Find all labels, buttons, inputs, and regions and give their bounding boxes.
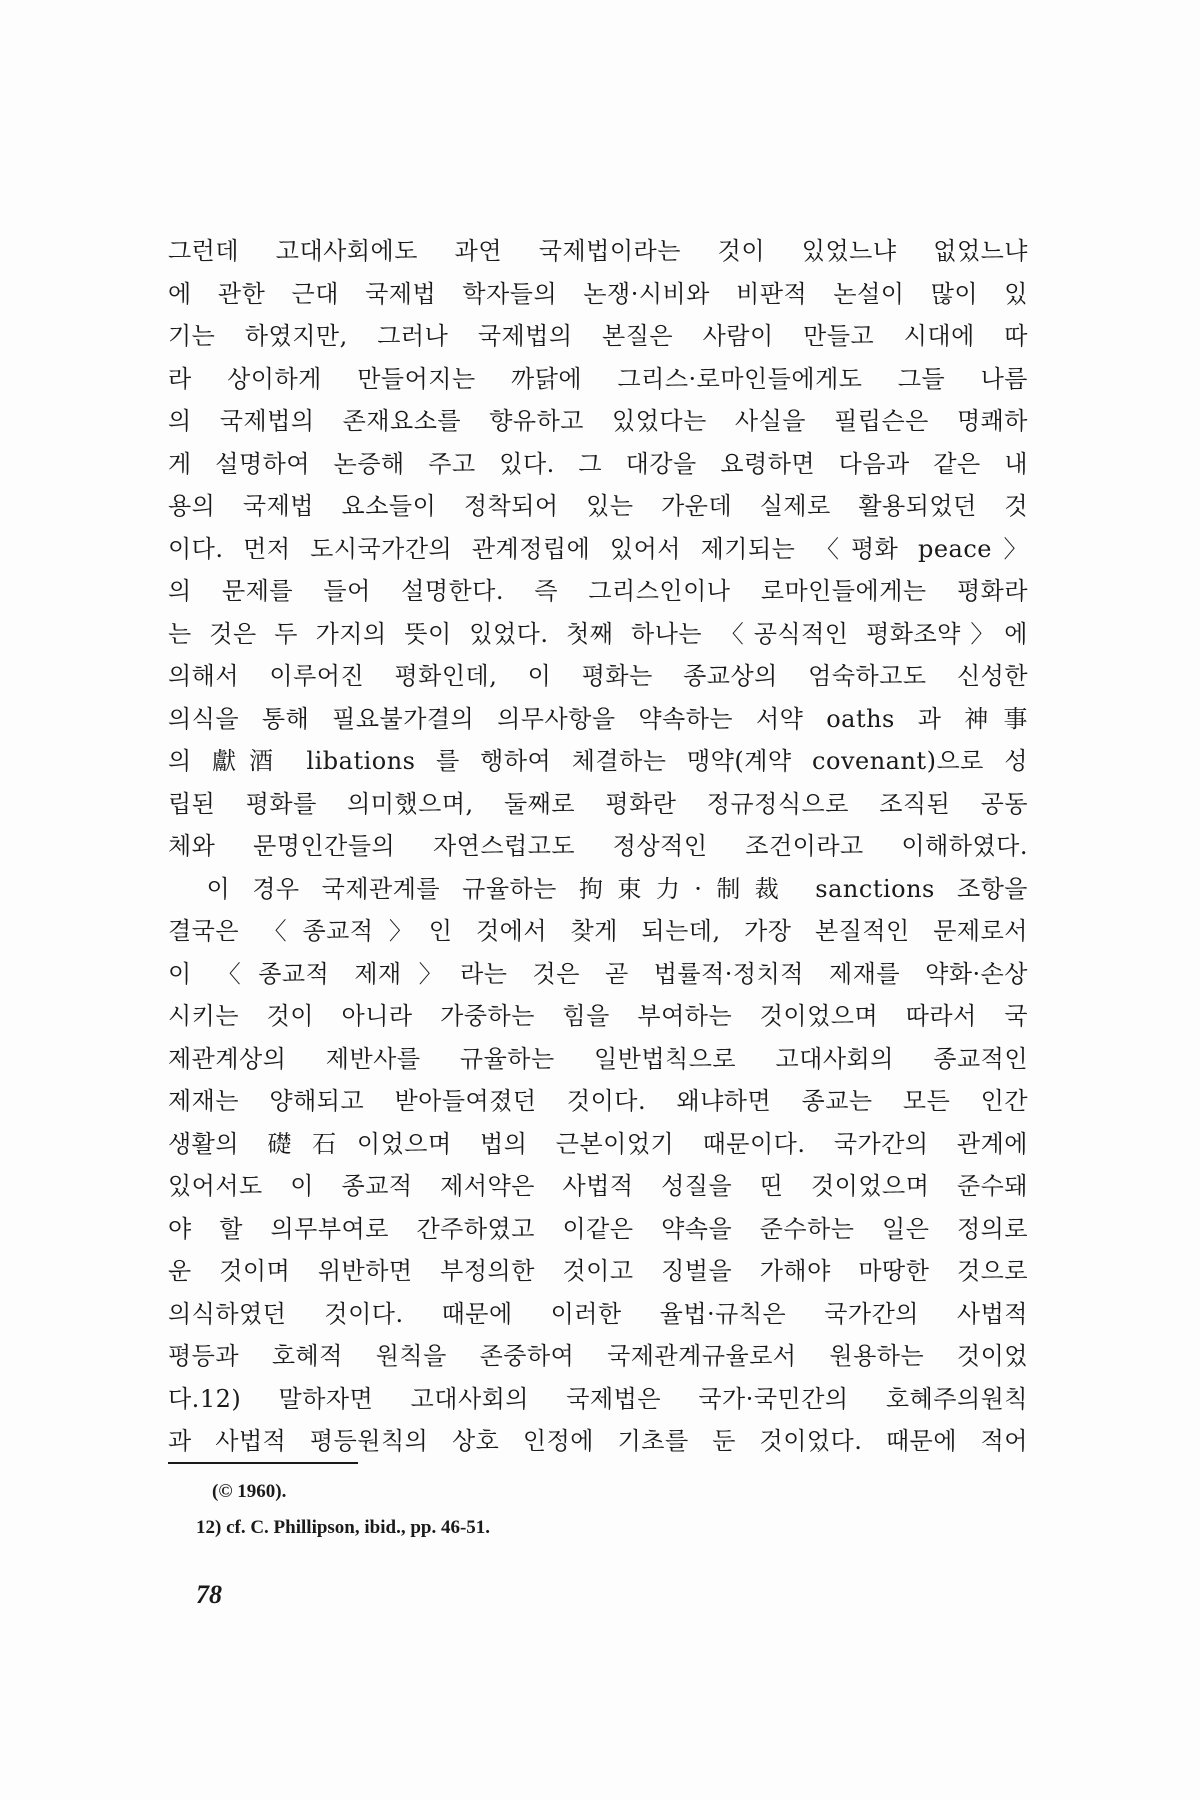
body-line: 과 사법적 평등원칙의 상호 인정에 기초를 둔 것이었다. 때문에 적어 [168,1427,1028,1455]
body-line: 의 문제를 들어 설명한다. 즉 그리스인이나 로마인들에게는 평화라 [168,577,1028,605]
body-line: 제재는 양해되고 받아들여졌던 것이다. 왜냐하면 종교는 모든 인간 [168,1087,1028,1115]
body-line: 라 상이하게 만들어지는 까닭에 그리스·로마인들에게도 그들 나름 [168,364,1028,393]
body-line: 야 할 의무부여로 간주하였고 이같은 약속을 준수하는 일은 정의로 [168,1214,1028,1243]
body-line: 제관계상의 제반사를 규율하는 일반법칙으로 고대사회의 종교적인 [168,1044,1028,1073]
page-number: 78 [196,1580,222,1609]
body-line: 에 관한 근대 국제법 학자들의 논쟁·시비와 비판적 논설이 많이 있 [168,279,1028,308]
body-text [168,230,1028,1463]
body-line: 그런데 고대사회에도 과연 국제법이라는 것이 있었느냐 없었느냐 [168,237,1028,265]
body-line: 게 설명하여 논증해 주고 있다. 그 대강을 요령하면 다음과 같은 내 [168,449,1028,478]
body-line: 체와 문명인간들의 자연스럽고도 정상적인 조건이라고 이해하였다. [168,832,1028,860]
body-line: 평등과 호혜적 원칙을 존중하여 국제관계규율로서 원용하는 것이었 [168,1342,1028,1370]
body-line: 의식하였던 것이다. 때문에 이러한 율법·규칙은 국가간의 사법적 [168,1299,1028,1328]
footnote-12: 12) cf. C. Phillipson, ibid., pp. 46-51. [196,1517,491,1538]
body-line: 의 국제법의 존재요소를 향유하고 있었다는 사실을 필립슨은 명쾌하 [168,407,1028,435]
body-line: 의식을 통해 필요불가결의 의무사항을 약속하는 서약 oaths 과 神事 [168,704,1028,733]
body-line: 립된 평화를 의미했으며, 둘째로 평화란 정규정식으로 조직된 공동 [168,789,1028,818]
footnote-divider [168,1462,358,1464]
body-line: 이다. 먼저 도시국가간의 관계정립에 있어서 제기되는 〈평화 peace〉 [168,534,1028,563]
footnote-copyright: (© 1960). [212,1481,287,1502]
body-line: 이 경우 국제관계를 규율하는 拘束力·制裁 sanctions 조항을 [168,874,1028,903]
body-line: 이 〈종교적 제재〉라는 것은 곧 법률적·정치적 제재를 약화·손상 [168,959,1028,988]
body-line: 다.12) 말하자면 고대사회의 국제법은 국가·국민간의 호혜주의원칙 [168,1384,1028,1413]
footnotes [196,1474,896,1546]
body-line: 있어서도 이 종교적 제서약은 사법적 성질을 띤 것이었으며 준수돼 [168,1172,1028,1200]
body-line: 의 獻酒 libations 를 행하여 체결하는 맹약(계약 covenant)으로 성 [168,747,1028,775]
body-line: 생활의 礎石이었으며 법의 근본이었기 때문이다. 국가간의 관계에 [168,1129,1028,1158]
body-line: 결국은 〈종교적〉인 것에서 찾게 되는데, 가장 본질적인 문제로서 [168,917,1028,945]
body-line: 시키는 것이 아니라 가중하는 힘을 부여하는 것이었으며 따라서 국 [168,1002,1028,1030]
body-line: 의해서 이루어진 평화인데, 이 평화는 종교상의 엄숙하고도 신성한 [168,662,1028,690]
body-line: 는 것은 두 가지의 뜻이 있었다. 첫째 하나는 〈공식적인 평화조약〉에 [168,619,1028,648]
body-line: 기는 하였지만, 그러나 국제법의 본질은 사람이 만들고 시대에 따 [168,322,1028,350]
body-line: 운 것이며 위반하면 부정의한 것이고 징벌을 가해야 마땅한 것으로 [168,1257,1028,1285]
body-line: 용의 국제법 요소들이 정착되어 있는 가운데 실제로 활용되었던 것 [168,492,1028,520]
